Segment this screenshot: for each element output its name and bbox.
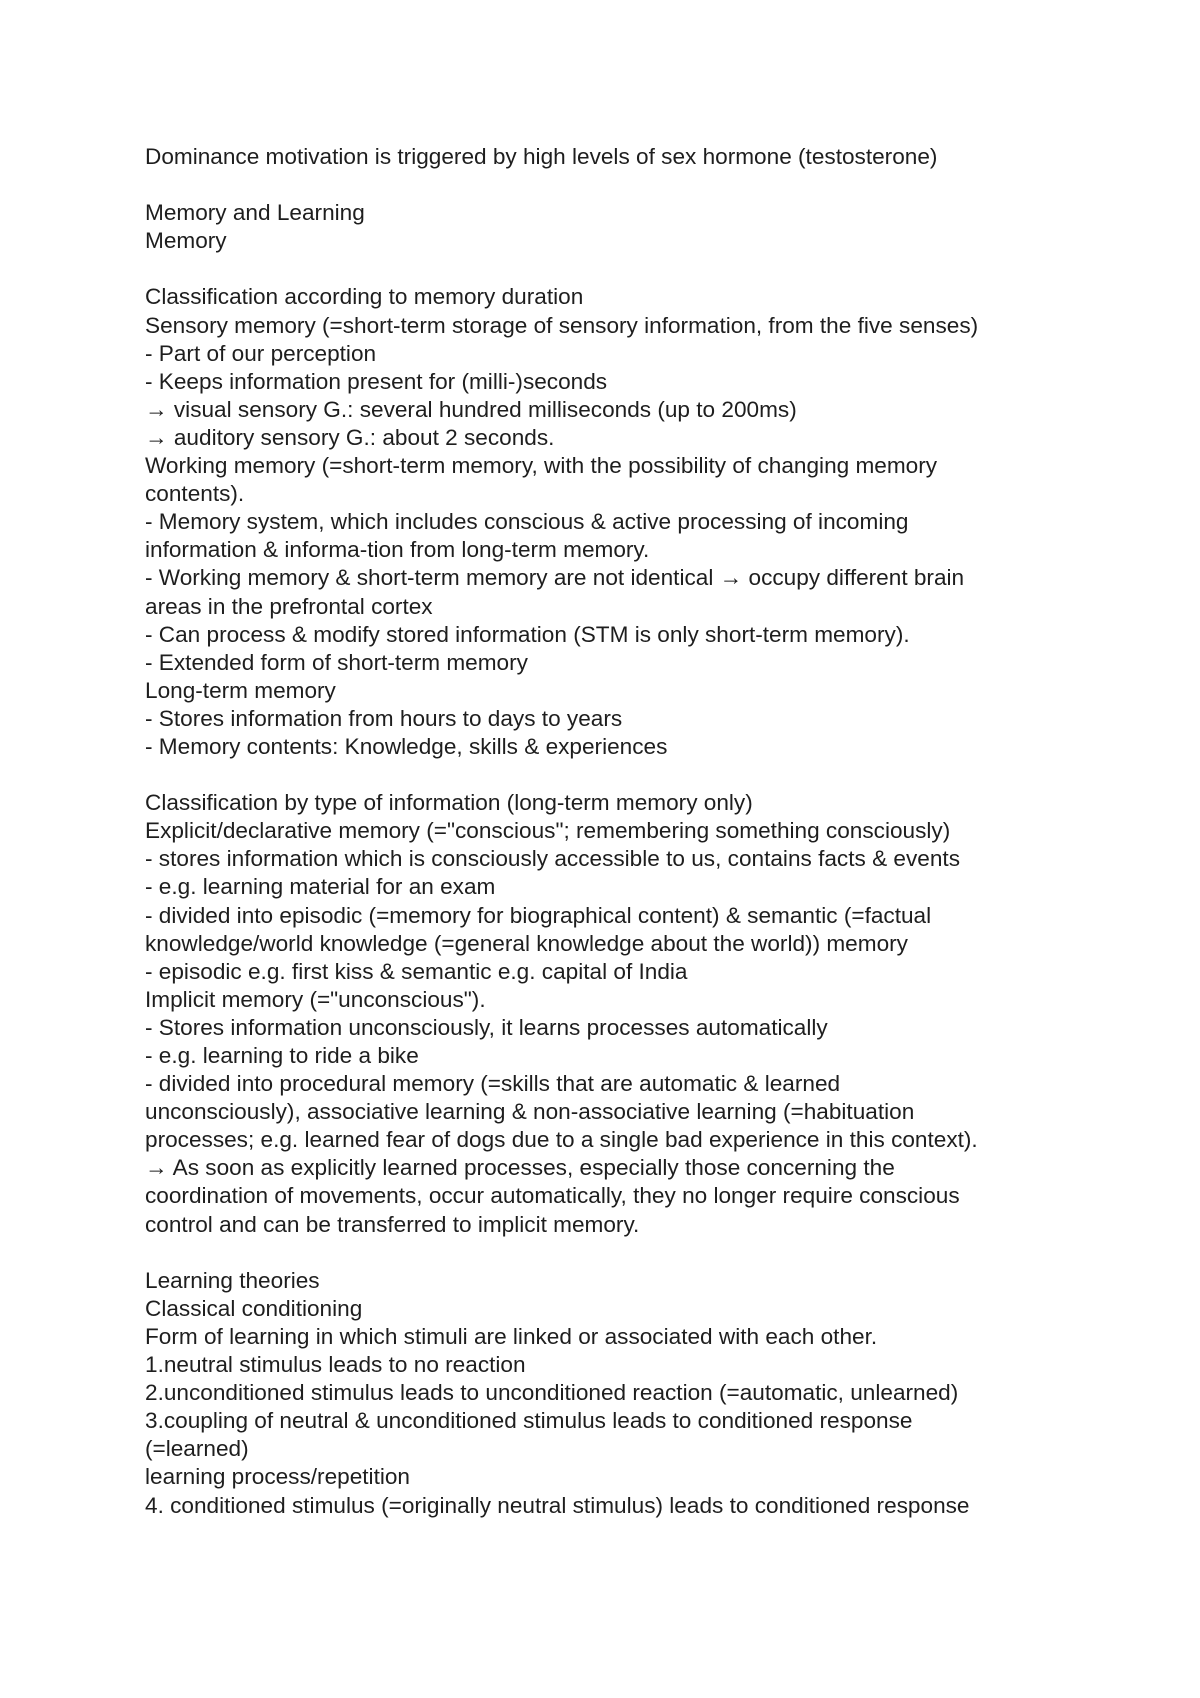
- step-item: 3.coupling of neutral & unconditioned stimulus leads to conditioned response: [145, 1408, 913, 1434]
- section-title: Memory and Learning: [145, 200, 365, 226]
- sensory-memory-title: Sensory memory (=short-term storage of sensory information, from the five senses): [145, 312, 979, 338]
- list-item: - Working memory & short-term memory are not identical → occupy different brain: [145, 565, 965, 591]
- list-item: knowledge/world knowledge (=general knowledge about the world)) memory: [145, 930, 908, 956]
- classical-conditioning-title: Classical conditioning: [145, 1295, 363, 1321]
- spacer: [145, 1239, 1085, 1267]
- list-item: - episodic e.g. first kiss & semantic e.g. capital of India: [145, 958, 688, 984]
- list-item: → auditory sensory G.: about 2 seconds.: [145, 424, 555, 450]
- implicit-memory-title: Implicit memory (="unconscious").: [145, 986, 486, 1012]
- list-item: - Extended form of short-term memory: [145, 649, 528, 675]
- document-page: [145, 143, 1085, 1520]
- definition-text: Form of learning in which stimuli are linked or associated with each other.: [145, 1323, 878, 1349]
- step-item: 1.neutral stimulus leads to no reaction: [145, 1352, 526, 1378]
- step-item: learning process/repetition: [145, 1464, 411, 1490]
- working-memory-title-cont: contents).: [145, 481, 245, 507]
- list-item: processes; e.g. learned fear of dogs due to a single bad experience in this context).: [145, 1127, 978, 1153]
- list-item: unconsciously), associative learning & non-associative learning (=habituation: [145, 1099, 915, 1125]
- list-item: control and can be transferred to implicit memory.: [145, 1211, 640, 1237]
- section-subtitle: Memory: [145, 228, 227, 254]
- explicit-memory-title: Explicit/declarative memory (="conscious"; remembering something consciously): [145, 818, 951, 844]
- learning-theories-title: Learning theories: [145, 1267, 320, 1293]
- list-item: coordination of movements, occur automatically, they no longer require conscious: [145, 1183, 960, 1209]
- list-item: - Can process & modify stored information (STM is only short-term memory).: [145, 621, 910, 647]
- list-item: - Part of our perception: [145, 340, 377, 366]
- list-item: - stores information which is consciously accessible to us, contains facts & events: [145, 846, 960, 872]
- step-item: 2.unconditioned stimulus leads to unconditioned reaction (=automatic, unlearned): [145, 1380, 959, 1406]
- duration-heading: Classification according to memory duration: [145, 284, 584, 310]
- list-item: → As soon as explicitly learned processes, especially those concerning the: [145, 1155, 895, 1181]
- list-item: - divided into procedural memory (=skills that are automatic & learned: [145, 1071, 841, 1097]
- list-item: information & informa-tion from long-term memory.: [145, 537, 650, 563]
- working-memory-title: Working memory (=short-term memory, with the possibility of changing memory: [145, 453, 938, 479]
- step-item: (=learned): [145, 1436, 249, 1462]
- list-item: - e.g. learning material for an exam: [145, 874, 496, 900]
- intro-paragraph: Dominance motivation is triggered by high levels of sex hormone (testosterone): [145, 144, 938, 169]
- spacer: [145, 761, 1085, 789]
- list-item: - e.g. learning to ride a bike: [145, 1043, 419, 1068]
- list-item: - Keeps information present for (milli-)seconds: [145, 368, 608, 394]
- spacer: [145, 171, 1085, 199]
- list-item: - Stores information unconsciously, it learns processes automatically: [145, 1014, 828, 1040]
- list-item: areas in the prefrontal cortex: [145, 593, 433, 619]
- spacer: [145, 255, 1085, 283]
- long-term-memory-title: Long-term memory: [145, 677, 336, 703]
- list-item: → visual sensory G.: several hundred milliseconds (up to 200ms): [145, 396, 797, 422]
- list-item: - Memory system, which includes conscious & active processing of incoming: [145, 509, 909, 535]
- type-heading: Classification by type of information (long-term memory only): [145, 790, 753, 816]
- list-item: - Stores information from hours to days to years: [145, 705, 623, 731]
- list-item: - divided into episodic (=memory for biographical content) & semantic (=factual: [145, 902, 932, 928]
- list-item: - Memory contents: Knowledge, skills & experiences: [145, 733, 668, 759]
- step-item: 4. conditioned stimulus (=originally neutral stimulus) leads to conditioned response: [145, 1492, 970, 1518]
